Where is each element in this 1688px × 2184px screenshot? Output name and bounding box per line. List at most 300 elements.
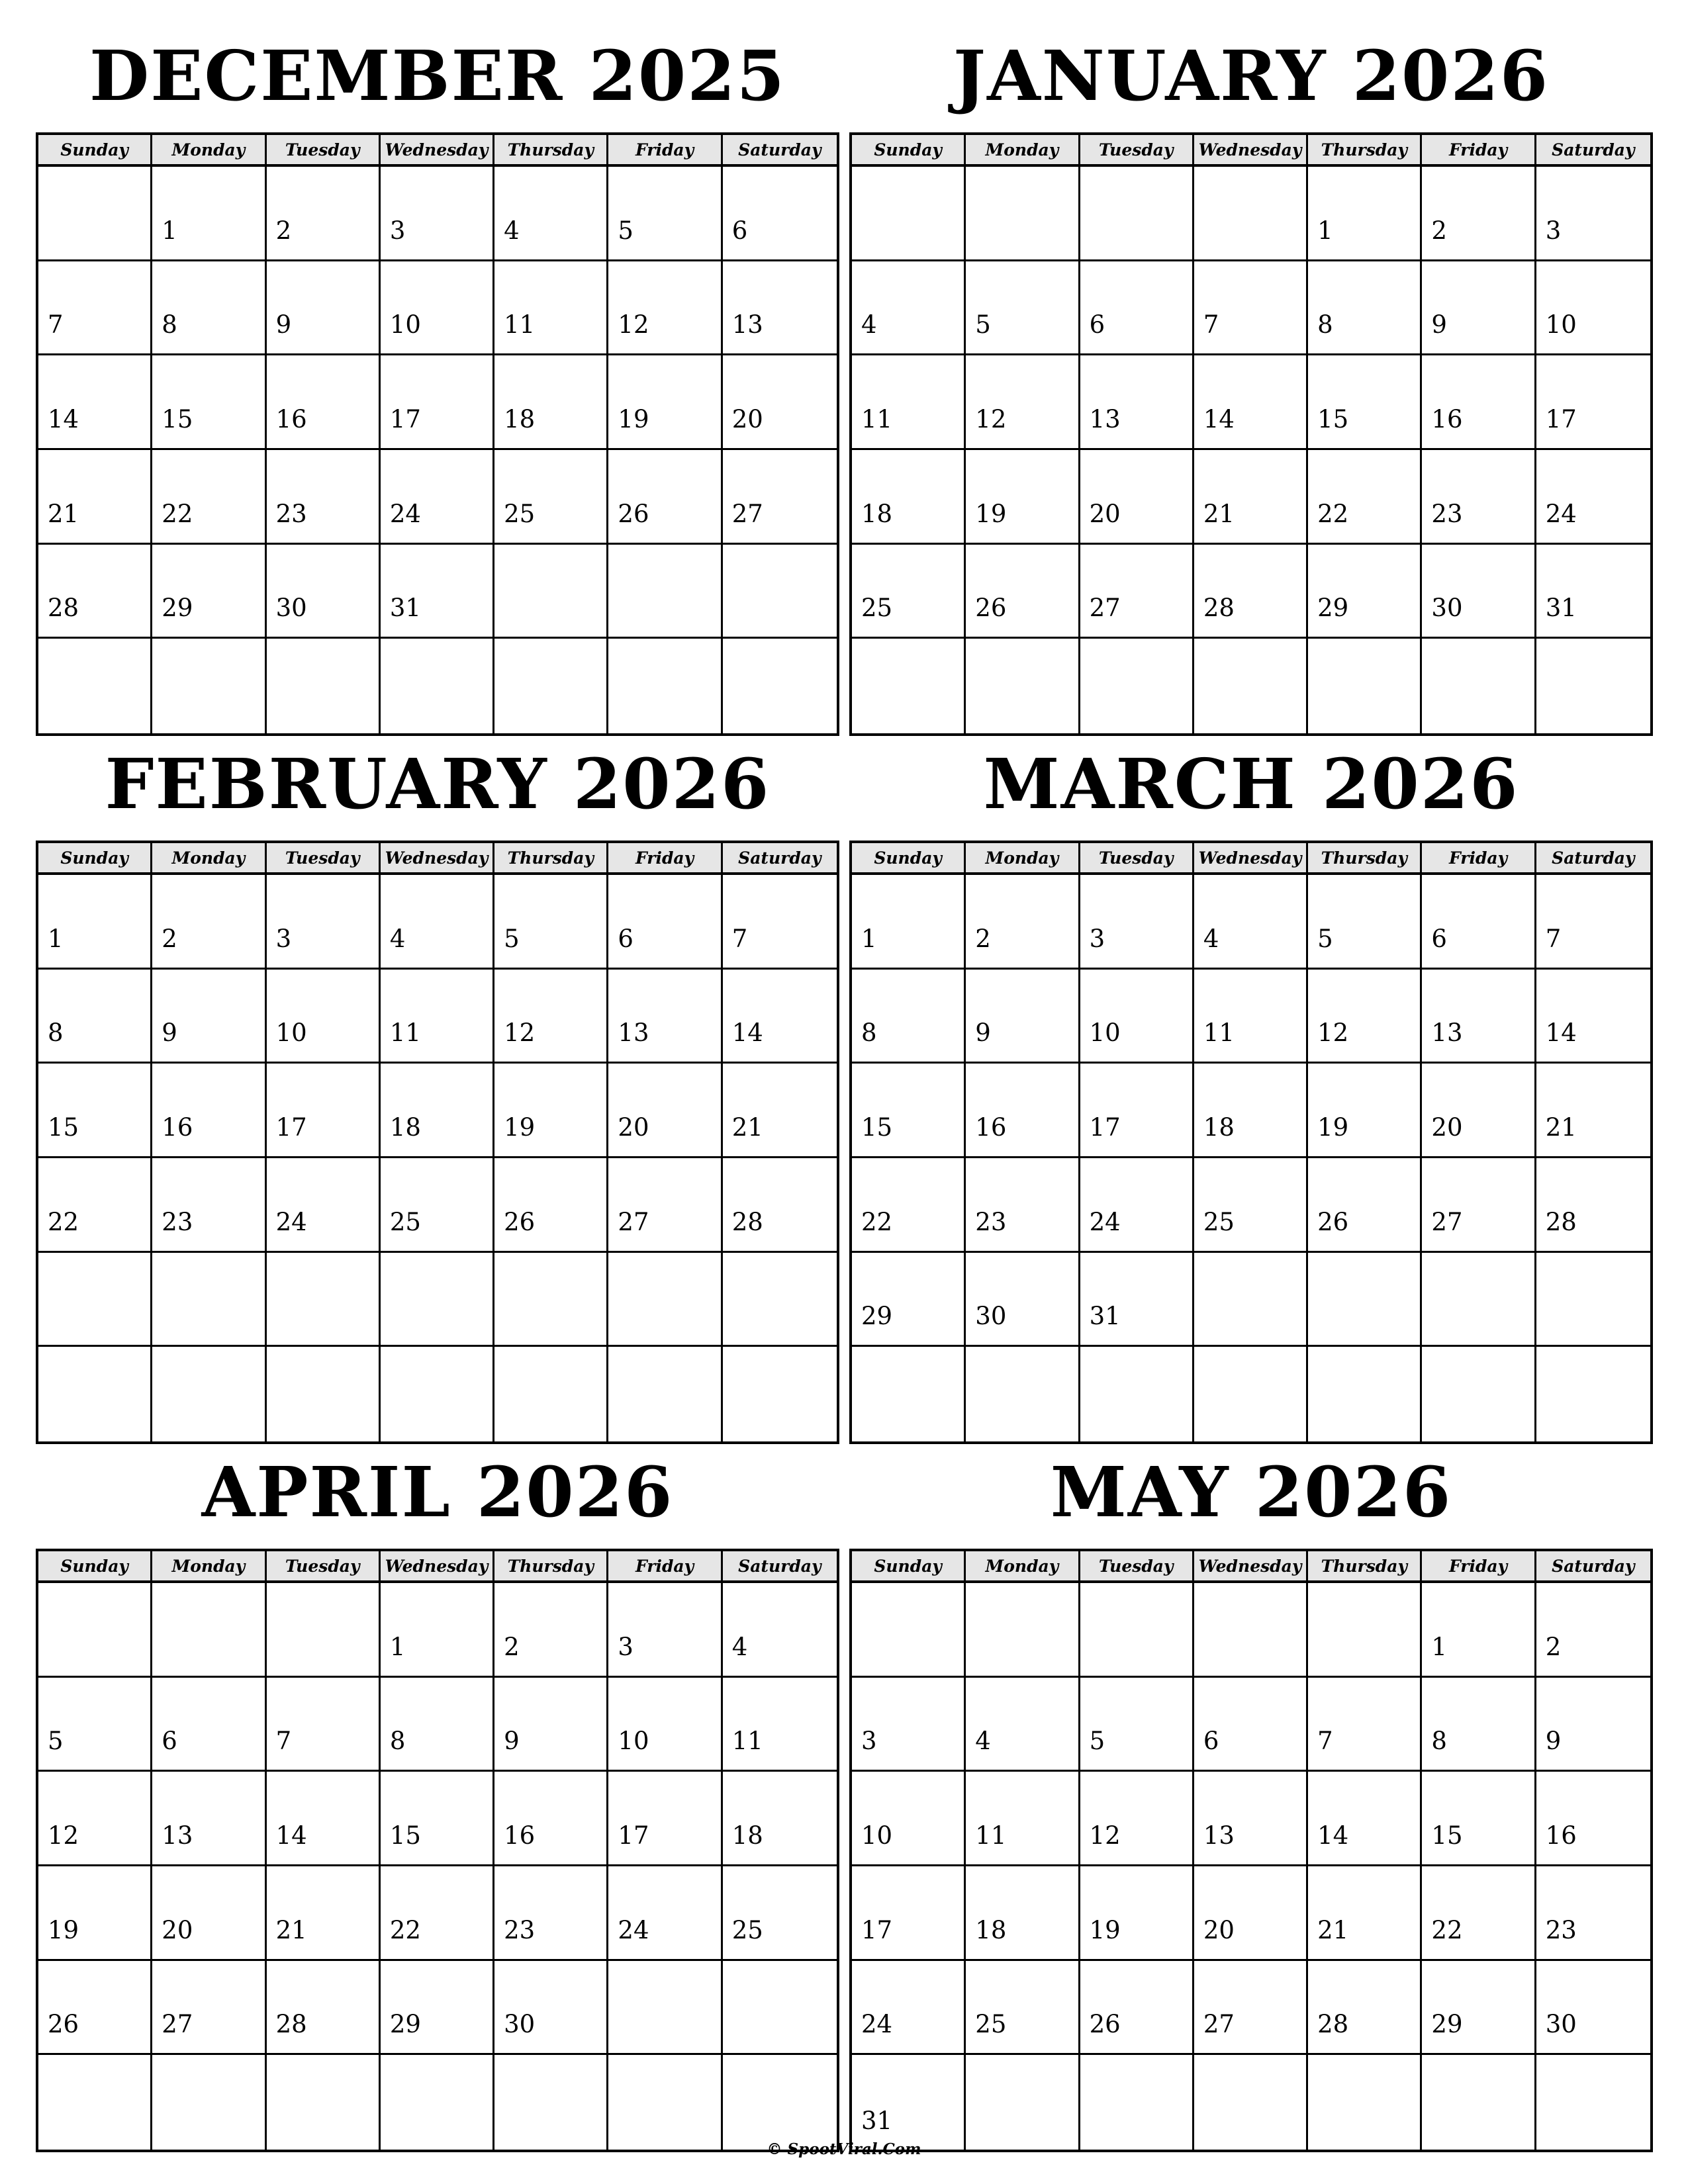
weekday-header: Sunday bbox=[38, 1551, 152, 1583]
day-number: 20 bbox=[1203, 1915, 1235, 1944]
day-number: 19 bbox=[1317, 1113, 1349, 1142]
day-number: 2 bbox=[975, 924, 991, 953]
month-grid bbox=[36, 841, 839, 1444]
day-number: 22 bbox=[1317, 499, 1349, 528]
day-number: 11 bbox=[975, 1821, 1007, 1850]
day-cell bbox=[852, 1064, 966, 1158]
day-cell bbox=[38, 167, 152, 261]
weekday-header: Thursday bbox=[494, 135, 608, 167]
day-cell bbox=[152, 1583, 266, 1678]
day-cell bbox=[608, 1583, 722, 1678]
day-cell bbox=[1080, 639, 1194, 733]
day-number: 8 bbox=[389, 1727, 406, 1756]
day-number: 10 bbox=[1089, 1019, 1121, 1048]
day-cell bbox=[152, 1772, 266, 1866]
day-cell bbox=[152, 1064, 266, 1158]
day-cell bbox=[1536, 970, 1650, 1064]
day-number: 7 bbox=[48, 310, 64, 340]
day-cell bbox=[267, 1866, 381, 1961]
day-cell bbox=[966, 1583, 1080, 1678]
day-number: 27 bbox=[162, 2010, 193, 2039]
day-cell bbox=[1422, 1583, 1536, 1678]
day-cell bbox=[1080, 970, 1194, 1064]
day-number: 22 bbox=[861, 1207, 893, 1236]
day-cell bbox=[1194, 167, 1308, 261]
day-number: 24 bbox=[618, 1915, 649, 1944]
day-cell bbox=[38, 1253, 152, 1347]
day-number: 2 bbox=[1545, 1632, 1562, 1661]
month-calendar bbox=[36, 20, 839, 736]
weekday-header: Sunday bbox=[852, 135, 966, 167]
day-cell bbox=[1194, 639, 1308, 733]
day-number: 27 bbox=[1203, 2010, 1235, 2039]
day-number: 1 bbox=[1317, 216, 1333, 245]
day-cell bbox=[723, 2055, 837, 2150]
day-cell bbox=[494, 1961, 608, 2056]
day-number: 4 bbox=[861, 310, 877, 340]
day-number: 16 bbox=[275, 405, 307, 433]
day-cell bbox=[852, 1253, 966, 1347]
day-number: 20 bbox=[162, 1915, 193, 1944]
day-number: 2 bbox=[1431, 216, 1447, 245]
day-cell bbox=[494, 450, 608, 545]
day-cell bbox=[608, 1347, 722, 1441]
day-cell bbox=[152, 1158, 266, 1253]
day-cell bbox=[1308, 355, 1422, 450]
day-cell bbox=[852, 450, 966, 545]
weekday-header: Sunday bbox=[38, 135, 152, 167]
day-cell bbox=[966, 1772, 1080, 1866]
day-number: 15 bbox=[389, 1821, 421, 1850]
day-cell bbox=[267, 545, 381, 639]
weekday-header: Tuesday bbox=[267, 135, 381, 167]
day-number: 16 bbox=[975, 1113, 1007, 1142]
day-cell bbox=[494, 261, 608, 356]
day-number: 11 bbox=[731, 1727, 763, 1756]
day-cell bbox=[152, 1347, 266, 1441]
day-cell bbox=[38, 545, 152, 639]
day-cell bbox=[1536, 1158, 1650, 1253]
day-number: 9 bbox=[1545, 1727, 1562, 1756]
day-cell bbox=[1422, 167, 1536, 261]
day-number: 28 bbox=[275, 2010, 307, 2039]
day-cell bbox=[1422, 261, 1536, 356]
day-cell bbox=[966, 970, 1080, 1064]
day-cell bbox=[1080, 2055, 1194, 2150]
day-number: 31 bbox=[1545, 594, 1577, 623]
day-number: 19 bbox=[504, 1113, 536, 1142]
month-calendar bbox=[849, 1436, 1653, 2152]
day-number: 8 bbox=[1317, 310, 1333, 340]
day-cell bbox=[1194, 261, 1308, 356]
day-cell bbox=[494, 1158, 608, 1253]
day-cell bbox=[152, 545, 266, 639]
day-number: 27 bbox=[1089, 594, 1121, 623]
day-number: 1 bbox=[162, 216, 177, 245]
day-number: 10 bbox=[275, 1019, 307, 1048]
day-number: 19 bbox=[48, 1915, 79, 1944]
day-number: 25 bbox=[389, 1207, 421, 1236]
weekday-header: Sunday bbox=[38, 843, 152, 875]
day-cell bbox=[966, 1678, 1080, 1772]
day-cell bbox=[1536, 1961, 1650, 2056]
day-cell bbox=[1080, 355, 1194, 450]
weekday-header: Saturday bbox=[723, 135, 837, 167]
day-number: 9 bbox=[162, 1019, 177, 1048]
day-number: 20 bbox=[1089, 499, 1121, 528]
day-cell bbox=[966, 545, 1080, 639]
day-cell bbox=[1308, 450, 1422, 545]
day-cell bbox=[1080, 1158, 1194, 1253]
day-cell bbox=[494, 1064, 608, 1158]
day-cell bbox=[723, 167, 837, 261]
day-number: 4 bbox=[731, 1632, 748, 1661]
day-cell bbox=[1194, 1347, 1308, 1441]
day-number: 30 bbox=[1431, 594, 1463, 623]
day-cell bbox=[381, 1583, 494, 1678]
day-cell bbox=[152, 639, 266, 733]
day-cell bbox=[152, 1678, 266, 1772]
day-cell bbox=[1308, 1678, 1422, 1772]
day-cell bbox=[1422, 1866, 1536, 1961]
month-grid bbox=[849, 132, 1653, 736]
day-number: 15 bbox=[48, 1113, 79, 1142]
day-number: 28 bbox=[48, 594, 79, 623]
day-number: 22 bbox=[162, 499, 193, 528]
day-cell bbox=[381, 1866, 494, 1961]
day-cell bbox=[494, 1772, 608, 1866]
day-number: 12 bbox=[48, 1821, 79, 1850]
day-number: 7 bbox=[1545, 924, 1562, 953]
month-grid bbox=[36, 1549, 839, 2152]
weekday-header: Saturday bbox=[1536, 135, 1650, 167]
day-cell bbox=[1536, 1678, 1650, 1772]
day-cell bbox=[852, 639, 966, 733]
day-cell bbox=[267, 261, 381, 356]
day-number: 18 bbox=[975, 1915, 1007, 1944]
day-cell bbox=[1194, 545, 1308, 639]
day-number: 26 bbox=[1317, 1207, 1349, 1236]
day-cell bbox=[966, 2055, 1080, 2150]
day-number: 10 bbox=[618, 1727, 649, 1756]
day-cell bbox=[608, 639, 722, 733]
day-cell bbox=[966, 1158, 1080, 1253]
day-cell bbox=[152, 355, 266, 450]
weekday-header: Saturday bbox=[723, 1551, 837, 1583]
weekday-header: Wednesday bbox=[1194, 1551, 1308, 1583]
day-cell bbox=[152, 261, 266, 356]
day-cell bbox=[1422, 875, 1536, 970]
day-number: 13 bbox=[618, 1019, 649, 1048]
day-cell bbox=[267, 167, 381, 261]
day-cell bbox=[1080, 1961, 1194, 2056]
day-cell bbox=[1536, 167, 1650, 261]
day-number: 31 bbox=[1089, 1302, 1121, 1331]
day-number: 5 bbox=[618, 216, 633, 245]
weekday-header: Sunday bbox=[852, 843, 966, 875]
weekday-header: Friday bbox=[1422, 843, 1536, 875]
day-number: 10 bbox=[861, 1821, 893, 1850]
day-number: 5 bbox=[48, 1727, 64, 1756]
day-cell bbox=[1536, 875, 1650, 970]
day-number: 12 bbox=[975, 405, 1007, 433]
day-number: 28 bbox=[1545, 1207, 1577, 1236]
day-cell bbox=[267, 1253, 381, 1347]
day-cell bbox=[38, 1347, 152, 1441]
day-number: 18 bbox=[389, 1113, 421, 1142]
month-title: FEBRUARY 2026 bbox=[105, 743, 771, 825]
day-cell bbox=[1536, 639, 1650, 733]
day-cell bbox=[1536, 1772, 1650, 1866]
weekday-header: Monday bbox=[152, 843, 266, 875]
day-number: 3 bbox=[389, 216, 406, 245]
day-cell bbox=[608, 970, 722, 1064]
day-cell bbox=[1194, 1064, 1308, 1158]
day-cell bbox=[608, 1064, 722, 1158]
day-cell bbox=[38, 1961, 152, 2056]
day-cell bbox=[608, 545, 722, 639]
day-cell bbox=[1308, 1064, 1422, 1158]
day-cell bbox=[1536, 1064, 1650, 1158]
day-cell bbox=[852, 1583, 966, 1678]
day-number: 16 bbox=[504, 1821, 536, 1850]
day-number: 9 bbox=[275, 310, 292, 340]
day-number: 31 bbox=[389, 594, 421, 623]
day-number: 15 bbox=[162, 405, 193, 433]
day-cell bbox=[966, 1064, 1080, 1158]
day-cell bbox=[966, 1253, 1080, 1347]
day-number: 29 bbox=[1431, 2010, 1463, 2039]
day-cell bbox=[267, 1583, 381, 1678]
day-cell bbox=[1194, 355, 1308, 450]
day-number: 4 bbox=[504, 216, 520, 245]
day-cell bbox=[723, 875, 837, 970]
day-cell bbox=[852, 1866, 966, 1961]
day-number: 7 bbox=[731, 924, 748, 953]
day-cell bbox=[38, 1678, 152, 1772]
day-number: 30 bbox=[975, 1302, 1007, 1331]
day-cell bbox=[1308, 545, 1422, 639]
day-cell bbox=[152, 875, 266, 970]
day-cell bbox=[1080, 261, 1194, 356]
day-cell bbox=[381, 261, 494, 356]
month-calendar bbox=[849, 20, 1653, 736]
day-number: 29 bbox=[1317, 594, 1349, 623]
day-cell bbox=[966, 167, 1080, 261]
day-cell bbox=[38, 970, 152, 1064]
day-number: 6 bbox=[1089, 310, 1105, 340]
weekday-header: Friday bbox=[608, 1551, 722, 1583]
day-cell bbox=[1308, 167, 1422, 261]
month-grid bbox=[849, 841, 1653, 1444]
day-number: 9 bbox=[1431, 310, 1447, 340]
day-cell bbox=[381, 1253, 494, 1347]
day-number: 1 bbox=[861, 924, 877, 953]
weekday-header: Thursday bbox=[1308, 1551, 1422, 1583]
day-number: 21 bbox=[275, 1915, 307, 1944]
day-number: 9 bbox=[975, 1019, 991, 1048]
day-cell bbox=[152, 450, 266, 545]
day-cell bbox=[1536, 261, 1650, 356]
weekday-header: Wednesday bbox=[1194, 135, 1308, 167]
day-cell bbox=[381, 1678, 494, 1772]
day-cell bbox=[1080, 167, 1194, 261]
day-cell bbox=[1308, 261, 1422, 356]
day-number: 21 bbox=[1317, 1915, 1349, 1944]
weekday-header: Wednesday bbox=[381, 135, 494, 167]
day-number: 26 bbox=[1089, 2010, 1121, 2039]
day-number: 7 bbox=[1317, 1727, 1333, 1756]
day-cell bbox=[1080, 1772, 1194, 1866]
day-cell bbox=[723, 355, 837, 450]
day-cell bbox=[152, 1253, 266, 1347]
day-cell bbox=[38, 875, 152, 970]
day-cell bbox=[852, 167, 966, 261]
day-cell bbox=[494, 545, 608, 639]
day-cell bbox=[1308, 1347, 1422, 1441]
day-number: 29 bbox=[861, 1302, 893, 1331]
day-number: 3 bbox=[275, 924, 292, 953]
day-cell bbox=[852, 875, 966, 970]
day-cell bbox=[1194, 1772, 1308, 1866]
month-grid bbox=[849, 1549, 1653, 2152]
day-number: 5 bbox=[1317, 924, 1333, 953]
day-number: 22 bbox=[1431, 1915, 1463, 1944]
weekday-header: Thursday bbox=[494, 843, 608, 875]
day-cell bbox=[852, 1772, 966, 1866]
day-number: 18 bbox=[731, 1821, 763, 1850]
day-cell bbox=[723, 450, 837, 545]
day-cell bbox=[1422, 450, 1536, 545]
day-cell bbox=[723, 1961, 837, 2056]
weekday-header: Tuesday bbox=[267, 1551, 381, 1583]
day-cell bbox=[723, 1678, 837, 1772]
day-cell bbox=[381, 450, 494, 545]
day-cell bbox=[852, 261, 966, 356]
day-number: 2 bbox=[504, 1632, 520, 1661]
month-calendar bbox=[36, 1436, 839, 2152]
day-cell bbox=[494, 1253, 608, 1347]
day-cell bbox=[267, 355, 381, 450]
day-number: 26 bbox=[48, 2010, 79, 2039]
day-number: 8 bbox=[861, 1019, 877, 1048]
weekday-header: Friday bbox=[608, 135, 722, 167]
day-cell bbox=[267, 970, 381, 1064]
day-cell bbox=[381, 1961, 494, 2056]
day-cell bbox=[152, 167, 266, 261]
day-cell bbox=[608, 875, 722, 970]
month-title: APRIL 2026 bbox=[201, 1451, 674, 1533]
day-cell bbox=[1194, 875, 1308, 970]
day-cell bbox=[267, 1158, 381, 1253]
day-number: 21 bbox=[48, 499, 79, 528]
day-cell bbox=[1194, 1678, 1308, 1772]
day-cell bbox=[1422, 545, 1536, 639]
day-cell bbox=[1080, 1253, 1194, 1347]
day-cell bbox=[1308, 875, 1422, 970]
day-cell bbox=[966, 355, 1080, 450]
weekday-header: Monday bbox=[152, 1551, 266, 1583]
day-cell bbox=[1308, 1158, 1422, 1253]
day-number: 7 bbox=[275, 1727, 292, 1756]
day-cell bbox=[38, 1158, 152, 1253]
day-cell bbox=[1422, 1347, 1536, 1441]
day-cell bbox=[966, 1961, 1080, 2056]
day-number: 13 bbox=[162, 1821, 193, 1850]
day-cell bbox=[381, 1347, 494, 1441]
day-cell bbox=[1194, 970, 1308, 1064]
day-cell bbox=[1194, 450, 1308, 545]
day-number: 26 bbox=[504, 1207, 536, 1236]
day-cell bbox=[1422, 1158, 1536, 1253]
day-cell bbox=[966, 261, 1080, 356]
day-cell bbox=[723, 1866, 837, 1961]
day-number: 24 bbox=[389, 499, 421, 528]
day-number: 18 bbox=[1203, 1113, 1235, 1142]
day-cell bbox=[1080, 545, 1194, 639]
day-cell bbox=[1536, 1866, 1650, 1961]
day-cell bbox=[381, 1158, 494, 1253]
weekday-header: Monday bbox=[152, 135, 266, 167]
day-number: 6 bbox=[731, 216, 748, 245]
day-cell bbox=[723, 970, 837, 1064]
day-number: 17 bbox=[861, 1915, 893, 1944]
day-number: 23 bbox=[975, 1207, 1007, 1236]
day-cell bbox=[494, 970, 608, 1064]
day-number: 14 bbox=[1317, 1821, 1349, 1850]
weekday-header: Wednesday bbox=[1194, 843, 1308, 875]
day-number: 19 bbox=[975, 499, 1007, 528]
month-title: MAY 2026 bbox=[1050, 1451, 1452, 1533]
day-number: 21 bbox=[1203, 499, 1235, 528]
day-number: 19 bbox=[1089, 1915, 1121, 1944]
day-cell bbox=[1536, 545, 1650, 639]
day-number: 8 bbox=[48, 1019, 64, 1048]
day-number: 24 bbox=[861, 2010, 893, 2039]
day-cell bbox=[608, 1678, 722, 1772]
day-number: 19 bbox=[618, 405, 649, 433]
day-number: 9 bbox=[504, 1727, 520, 1756]
day-number: 11 bbox=[861, 405, 893, 433]
month-calendar bbox=[849, 728, 1653, 1444]
day-number: 6 bbox=[1203, 1727, 1219, 1756]
day-number: 13 bbox=[1431, 1019, 1463, 1048]
day-cell bbox=[608, 1866, 722, 1961]
day-number: 29 bbox=[162, 594, 193, 623]
weekday-header: Wednesday bbox=[381, 843, 494, 875]
day-cell bbox=[494, 639, 608, 733]
day-cell bbox=[494, 1583, 608, 1678]
day-cell bbox=[608, 1961, 722, 2056]
day-number: 1 bbox=[1431, 1632, 1447, 1661]
day-number: 22 bbox=[48, 1207, 79, 1236]
day-number: 30 bbox=[1545, 2010, 1577, 2039]
day-number: 23 bbox=[1545, 1915, 1577, 1944]
weekday-header: Saturday bbox=[1536, 843, 1650, 875]
day-cell bbox=[1194, 1583, 1308, 1678]
day-number: 24 bbox=[1089, 1207, 1121, 1236]
day-cell bbox=[1422, 1961, 1536, 2056]
day-cell bbox=[152, 970, 266, 1064]
day-cell bbox=[381, 639, 494, 733]
day-cell bbox=[381, 2055, 494, 2150]
day-number: 3 bbox=[1089, 924, 1105, 953]
day-cell bbox=[1536, 1347, 1650, 1441]
day-cell bbox=[267, 1678, 381, 1772]
day-cell bbox=[966, 875, 1080, 970]
day-number: 28 bbox=[1317, 2010, 1349, 2039]
day-number: 13 bbox=[731, 310, 763, 340]
